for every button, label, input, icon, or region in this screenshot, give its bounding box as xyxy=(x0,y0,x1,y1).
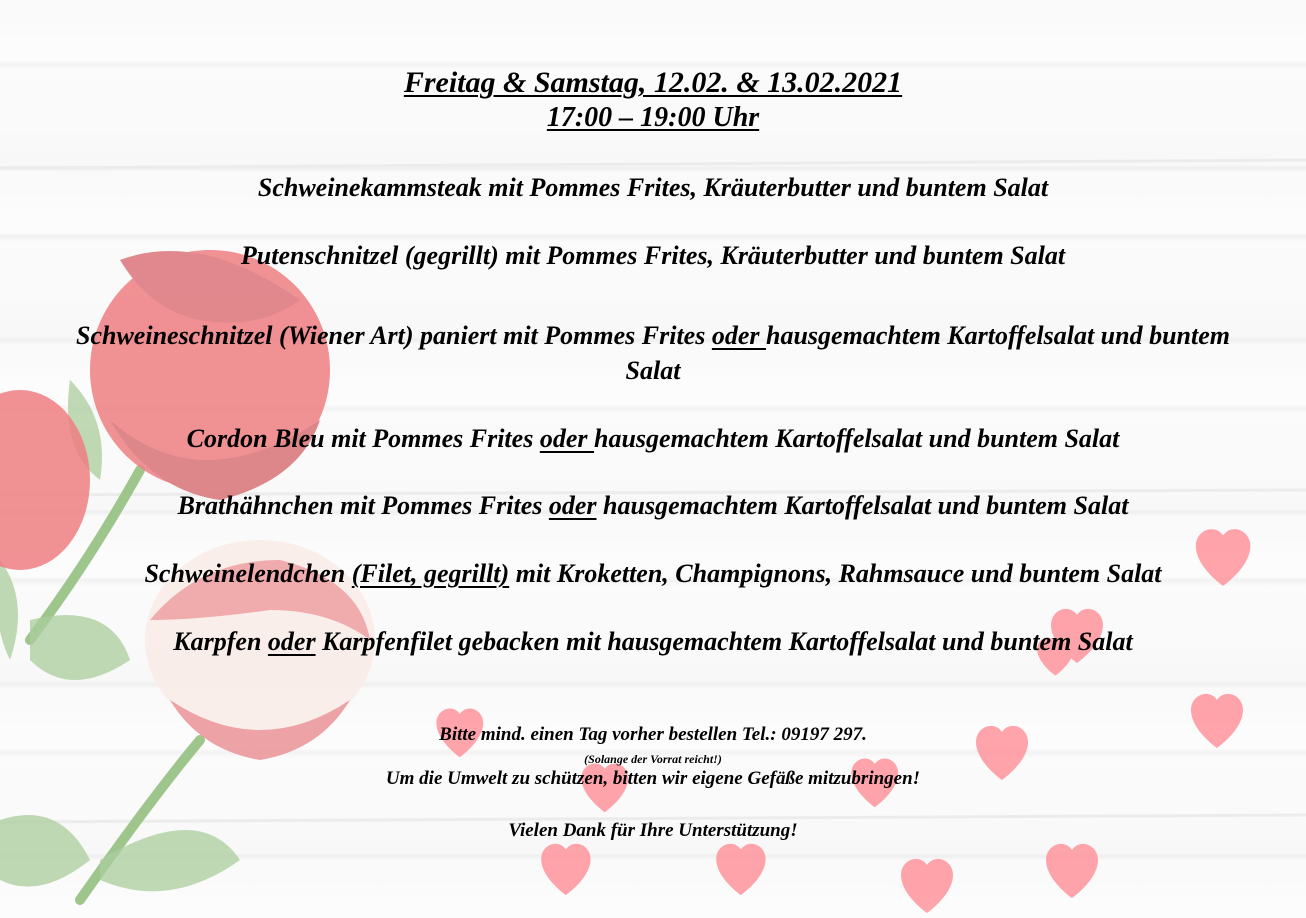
oder-underlined: oder xyxy=(548,491,597,520)
environment-note: Um die Umwelt zu schützen, bitten wir eigene Gefäße mitzubringen! xyxy=(385,768,921,789)
menu-item-schweineschnitzel xyxy=(60,318,1246,388)
oder-underlined: oder xyxy=(539,424,594,453)
menu-item-cordon-bleu xyxy=(60,421,1246,456)
dish-text: Brathähnchen mit Pommes Frites xyxy=(177,491,549,520)
filet-underlined: (Filet, gegrillt) xyxy=(351,559,510,588)
thanks-note: Vielen Dank für Ihre Unterstützung! xyxy=(508,820,798,841)
dish-text: Karpfen xyxy=(173,627,268,656)
time-heading: 17:00 – 19:00 Uhr xyxy=(546,102,760,133)
oder-underlined: oder xyxy=(711,321,767,350)
menu-item-putenschnitzel: Putenschnitzel (gegrillt) mit Pommes Frites, Kräuterbutter und buntem Salat xyxy=(240,241,1066,270)
menu-item-schweinelendchen xyxy=(60,556,1246,591)
dish-text: Schweineschnitzel (Wiener Art) paniert mit Pommes Frites xyxy=(76,321,712,350)
order-note: Bitte mind. einen Tag vorher bestellen Tel.: 09197 297. xyxy=(439,724,867,745)
dish-text: mit Kroketten, Champignons, Rahmsauce und buntem Salat xyxy=(509,559,1162,588)
menu-item-karpfen xyxy=(60,624,1246,659)
stock-note: (Solange der Vorrat reicht!) xyxy=(584,752,722,766)
dish-text: Schweinelendchen xyxy=(144,559,352,588)
menu-item-schweinekammsteak: Schweinekammsteak mit Pommes Frites, Kräuterbutter und buntem Salat xyxy=(257,173,1049,202)
dish-text: Cordon Bleu mit Pommes Frites xyxy=(186,424,540,453)
dish-text: Karpfenfilet gebacken mit hausgemachtem Kartoffelsalat und buntem Salat xyxy=(315,627,1133,656)
dish-text: hausgemachtem Kartoffelsalat und buntem Salat xyxy=(596,491,1129,520)
oder-underlined: oder xyxy=(267,627,316,656)
date-heading: Freitag & Samstag, 12.02. & 13.02.2021 xyxy=(403,66,903,99)
dish-text: hausgemachtem Kartoffelsalat und buntem Salat xyxy=(625,321,1230,385)
dish-text: hausgemachtem Kartoffelsalat und buntem Salat xyxy=(594,424,1120,453)
menu-item-brathaehnchen xyxy=(60,488,1246,523)
